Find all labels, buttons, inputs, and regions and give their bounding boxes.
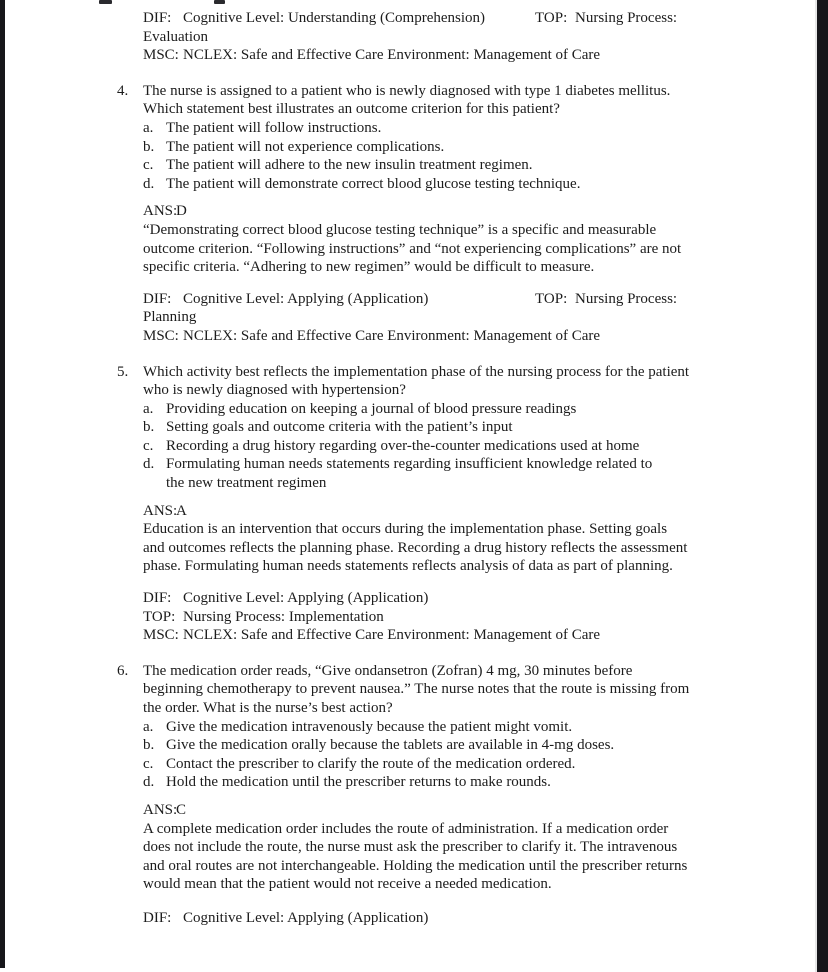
question-stem-line: beginning chemotherapy to prevent nausea.” The nurse notes that the route is missing from	[143, 681, 690, 698]
option-letter: a.	[143, 718, 154, 735]
option-c	[143, 156, 749, 175]
rationale-line: and outcomes reflects the planning phase. Recording a drug history reflects the assessment	[143, 539, 688, 556]
option-text: The patient will not experience complications.	[166, 138, 445, 155]
option-text: The patient will demonstrate correct blood glucose testing technique.	[166, 175, 581, 192]
top-column	[535, 9, 677, 28]
option-letter: d.	[143, 456, 155, 473]
option-d	[143, 175, 749, 194]
answer-value: C	[176, 801, 187, 818]
rationale-line: outcome criterion. “Following instructions” and “not experiencing complications” are not	[143, 240, 682, 257]
rationale-line: would mean that the patient would not receive a needed medication.	[143, 876, 552, 893]
meta-continuation: Planning	[143, 309, 197, 326]
option-letter: a.	[143, 400, 154, 417]
meta-continuation: Evaluation	[143, 28, 208, 45]
rationale-line: Education is an intervention that occurs during the implementation phase. Setting goals	[143, 521, 668, 538]
dif-label: DIF:	[143, 590, 172, 607]
option-b	[143, 418, 749, 437]
question-block-6	[117, 662, 749, 792]
answer-row	[143, 801, 749, 820]
meta-row-dif	[143, 909, 749, 928]
meta-row-top	[143, 608, 749, 627]
option-letter: b.	[143, 419, 155, 436]
top-text: Nursing Process:	[575, 290, 678, 307]
option-letter: c.	[143, 157, 154, 174]
option-a	[143, 718, 749, 737]
option-text: Give the medication orally because the tablets are available in 4-mg doses.	[166, 737, 615, 754]
rationale-line: and oral routes are not interchangeable. Holding the medication until the prescriber returns	[143, 857, 688, 874]
option-c	[143, 755, 749, 774]
top-text: Nursing Process: Implementation	[183, 608, 384, 625]
option-text: Give the medication intravenously because the patient might vomit.	[166, 718, 573, 735]
rationale-line: does not include the route, the nurse must ask the prescriber to clarify it. The intravenous	[143, 839, 678, 856]
page-edge-gap	[0, 968, 5, 972]
question-number: 4.	[117, 82, 129, 99]
meta-row-dif-top	[143, 9, 749, 28]
option-a	[143, 400, 749, 419]
msc-text: NCLEX: Safe and Effective Care Environment: Management of Care	[183, 627, 601, 644]
rationale-line: phase. Formulating human needs statements reflects analysis of data as part of planning.	[143, 558, 673, 575]
option-text: Contact the prescriber to clarify the route of the medication ordered.	[166, 755, 576, 772]
option-text: Hold the medication until the prescriber returns to make rounds.	[166, 774, 551, 791]
msc-text: NCLEX: Safe and Effective Care Environment: Management of Care	[183, 47, 601, 64]
question-stem-line: the order. What is the nurse’s best action?	[143, 700, 393, 716]
answer-value: D	[176, 203, 187, 220]
msc-label: MSC:	[143, 47, 179, 64]
page-content	[117, 9, 749, 928]
option-letter: c.	[143, 437, 154, 454]
answer-value: A	[176, 502, 187, 519]
option-text-line: Formulating human needs statements regarding insufficient knowledge related to	[166, 456, 653, 473]
question-stem-line: The nurse is assigned to a patient who is newly diagnosed with type 1 diabetes mellitus.	[143, 82, 671, 99]
answer-block-6	[143, 801, 749, 894]
msc-label: MSC:	[143, 627, 179, 644]
dif-label: DIF:	[143, 290, 172, 307]
rationale-line: A complete medication order includes the route of administration. If a medication order	[143, 820, 669, 837]
question-block-4	[117, 82, 749, 194]
meta-block-6	[143, 909, 749, 928]
option-a	[143, 119, 749, 138]
meta-block-5	[143, 589, 749, 645]
meta-row-msc	[143, 626, 749, 645]
option-text-line: the new treatment regimen	[166, 475, 327, 492]
top-label: TOP:	[143, 608, 176, 625]
answer-row	[143, 502, 749, 521]
option-letter: d.	[143, 175, 155, 192]
meta-row-msc-top	[143, 46, 749, 65]
question-stem-line: Which statement best illustrates an outcome criterion for this patient?	[143, 101, 560, 118]
answer-label: ANS:	[143, 203, 178, 220]
answer-label: ANS:	[143, 502, 178, 519]
top-column	[535, 290, 677, 309]
question-body	[143, 363, 749, 493]
answer-block-4	[143, 202, 749, 276]
dif-label: DIF:	[143, 909, 172, 926]
msc-label: MSC:	[143, 327, 179, 344]
meta-block-4	[143, 290, 749, 346]
question-block-5	[117, 363, 749, 493]
option-letter: c.	[143, 755, 154, 772]
option-text: The patient will follow instructions.	[166, 119, 382, 136]
option-text: Providing education on keeping a journal of blood pressure readings	[166, 400, 577, 417]
meta-row-msc	[143, 327, 749, 346]
meta-row-dif	[143, 290, 749, 309]
question-number: 5.	[117, 363, 129, 380]
option-d	[143, 455, 749, 492]
question-stem-line: who is newly diagnosed with hypertension?	[143, 382, 406, 399]
option-b	[143, 138, 749, 157]
option-d	[143, 773, 749, 792]
answer-row	[143, 202, 749, 221]
dif-text: Cognitive Level: Applying (Application)	[183, 909, 429, 926]
meta-row-dif	[143, 589, 749, 608]
dif-text: Cognitive Level: Applying (Application)	[183, 290, 429, 307]
option-text	[166, 455, 749, 492]
option-b	[143, 736, 749, 755]
option-letter: b.	[143, 138, 155, 155]
dif-label: DIF:	[143, 10, 172, 26]
option-letter: b.	[143, 737, 155, 754]
question-stem-line: The medication order reads, “Give ondansetron (Zofran) 4 mg, 30 minutes before	[143, 662, 633, 679]
msc-text: NCLEX: Safe and Effective Care Environment: Management of Care	[183, 327, 601, 344]
top-label: TOP:	[535, 10, 568, 26]
dif-text: Cognitive Level: Understanding (Comprehension)	[183, 10, 486, 26]
option-letter: d.	[143, 774, 155, 791]
option-letter: a.	[143, 119, 154, 136]
dif-text: Cognitive Level: Applying (Application)	[183, 590, 429, 607]
answer-label: ANS:	[143, 801, 178, 818]
option-text: Recording a drug history regarding over-the-counter medications used at home	[166, 437, 640, 454]
question-body	[143, 662, 749, 792]
rationale-line: “Demonstrating correct blood glucose testing technique” is a specific and measurable	[143, 221, 657, 238]
question-number: 6.	[117, 662, 129, 679]
cutoff-text-fragment	[99, 0, 112, 4]
question-stem-line: Which activity best reflects the implementation phase of the nursing process for the patient	[143, 363, 690, 380]
question-body	[143, 82, 749, 194]
rationale-line: specific criteria. “Adhering to new regimen” would be difficult to measure.	[143, 259, 595, 276]
option-c	[143, 437, 749, 456]
document-page	[5, 0, 817, 972]
top-text: Nursing Process:	[575, 10, 678, 26]
option-text: Setting goals and outcome criteria with the patient’s input	[166, 419, 513, 436]
meta-block-top	[143, 9, 749, 65]
answer-block-5	[143, 502, 749, 576]
option-text: The patient will adhere to the new insulin treatment regimen.	[166, 157, 533, 174]
top-label: TOP:	[535, 290, 568, 307]
cutoff-text-fragment	[214, 0, 225, 4]
